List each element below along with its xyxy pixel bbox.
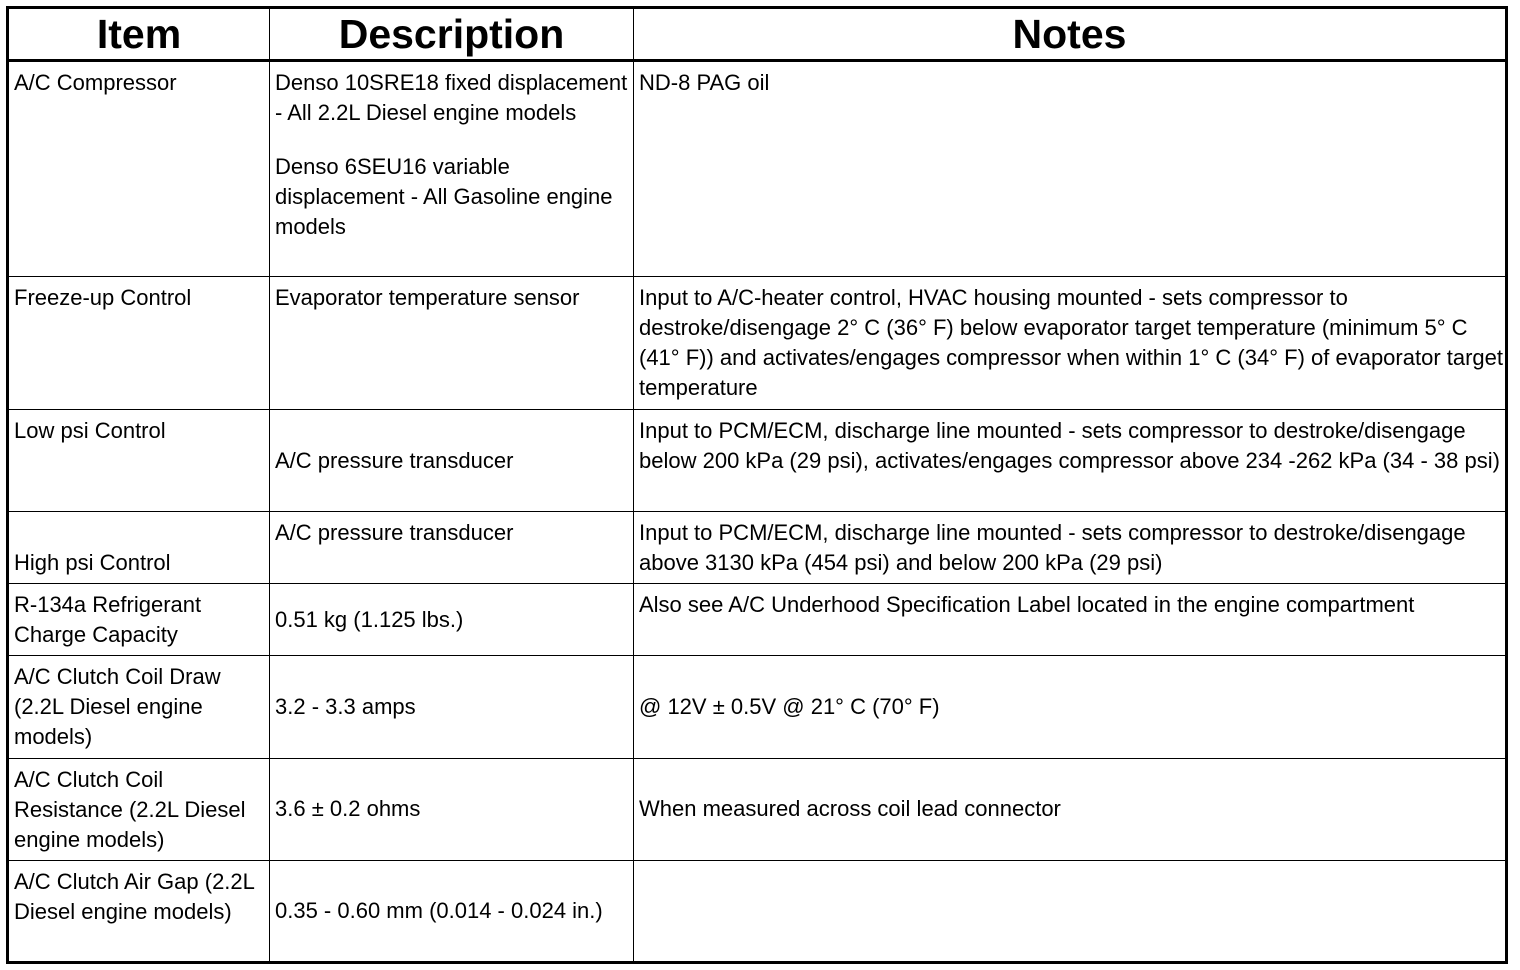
notes-cell: Input to PCM/ECM, discharge line mounted - sets compressor to destroke/disengage above 3130 kPa (454 psi) and below 200 kPa (29 psi): [634, 511, 1507, 583]
table-row-clutch-coil-draw: [8, 656, 1507, 758]
description-paragraph-gasoline: Denso 6SEU16 variable displacement - All Gasoline engine models: [275, 154, 613, 239]
table-row-refrigerant-charge: [8, 584, 1507, 656]
notes-cell: When measured across coil lead connector: [634, 758, 1507, 860]
description-cell: A/C pressure transducer: [270, 409, 634, 511]
description-cell: Evaporator temperature sensor: [270, 277, 634, 409]
notes-cell: [634, 860, 1507, 962]
description-cell: 0.51 kg (1.125 lbs.): [270, 584, 634, 656]
item-cell: A/C Clutch Coil Draw (2.2L Diesel engine models): [8, 656, 270, 758]
item-cell: A/C Clutch Coil Resistance (2.2L Diesel engine models): [8, 758, 270, 860]
notes-cell: @ 12V ± 0.5V @ 21° C (70° F): [634, 656, 1507, 758]
description-cell: 3.6 ± 0.2 ohms: [270, 758, 634, 860]
notes-cell: Input to PCM/ECM, discharge line mounted - sets compressor to destroke/disengage below 200 kPa (29 psi), activates/engages compressor above 234 -262 kPa (34 - 38 psi): [634, 409, 1507, 511]
table-row-high-psi-control: [8, 511, 1507, 583]
header-description: Description: [270, 8, 634, 61]
item-cell: High psi Control: [8, 511, 270, 583]
description-cell: [270, 61, 634, 277]
description-paragraph-diesel: Denso 10SRE18 fixed displacement - All 2.2L Diesel engine models: [275, 70, 628, 125]
table-row-ac-compressor: [8, 61, 1507, 277]
table-row-low-psi-control: [8, 409, 1507, 511]
item-cell: A/C Clutch Air Gap (2.2L Diesel engine models): [8, 860, 270, 962]
item-cell: R-134a Refrigerant Charge Capacity: [8, 584, 270, 656]
specifications-table: [6, 6, 1508, 964]
description-cell: 0.35 - 0.60 mm (0.014 - 0.024 in.): [270, 860, 634, 962]
notes-cell: Also see A/C Underhood Specification Label located in the engine compartment: [634, 584, 1507, 656]
item-cell: Low psi Control: [8, 409, 270, 511]
header-notes: Notes: [634, 8, 1507, 61]
table-row-clutch-coil-resistance: [8, 758, 1507, 860]
notes-cell: ND-8 PAG oil: [634, 61, 1507, 277]
header-item: Item: [8, 8, 270, 61]
description-cell: 3.2 - 3.3 amps: [270, 656, 634, 758]
item-cell: Freeze-up Control: [8, 277, 270, 409]
item-cell: A/C Compressor: [8, 61, 270, 277]
notes-cell: Input to A/C-heater control, HVAC housing mounted - sets compressor to destroke/disengage 2° C (36° F) below evaporator target temperature (minimum 5° C (41° F)) and activates/engages compressor when within 1° C (34° F) of evaporator target temperature: [634, 277, 1507, 409]
table-header: [8, 8, 1507, 61]
table-row-clutch-air-gap: [8, 860, 1507, 962]
table-row-freeze-up-control: [8, 277, 1507, 409]
table-body: [8, 61, 1507, 963]
description-cell: A/C pressure transducer: [270, 511, 634, 583]
